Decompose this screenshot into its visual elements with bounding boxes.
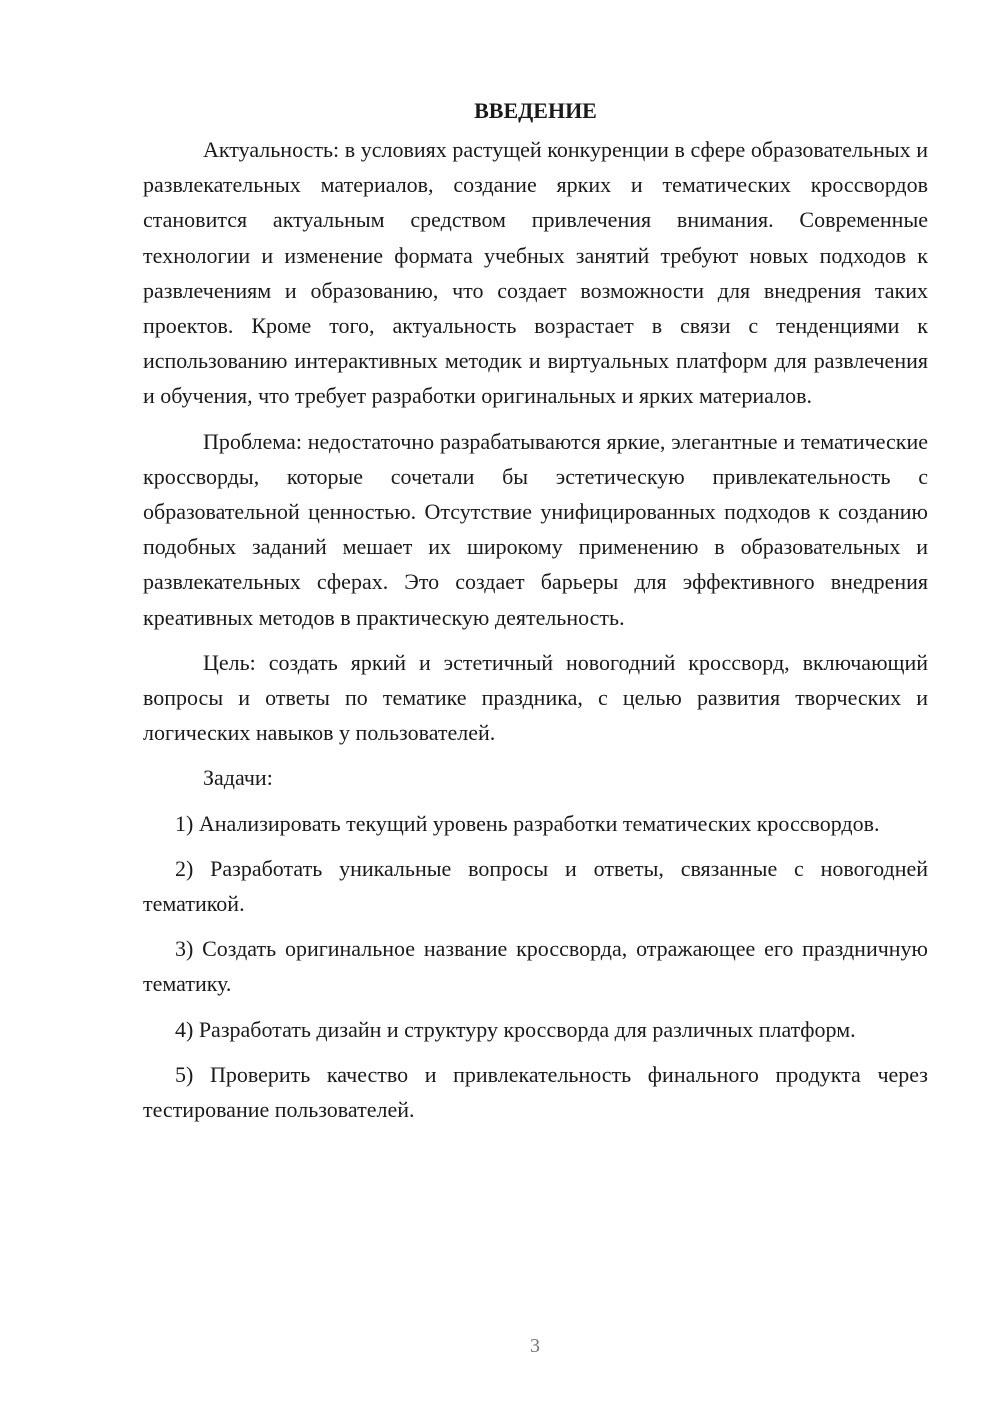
page-number: 3 <box>530 1335 540 1357</box>
task-item: 4) Разработать дизайн и структуру кроссворда для различных платформ. <box>175 1016 856 1042</box>
tasks-heading: Задачи: <box>203 765 273 791</box>
document-page <box>143 95 928 1137</box>
task-item: 2) Разработать уникальные вопросы и ответы, связанные с новогодней тематикой. <box>143 855 928 917</box>
task-item: 5) Проверить качество и привлекательность финального продукта через тестирование пользователей. <box>143 1061 928 1123</box>
task-item: 1) Анализировать текущий уровень разработки тематических кроссвордов. <box>175 810 880 836</box>
task-item: 3) Создать оригинальное название кроссворда, отражающее его праздничную тематику. <box>143 936 928 997</box>
problem-paragraph: Проблема: недостаточно разрабатываются яркие, элегантные и тематические кроссворды, которые сочетали бы эстетическую привлекательность с образовательной ценностью. Отсутствие унифицированных подходов к созданию подобных заданий мешает их широкому применению в образовательных и развлекательных сферах. Это создает барьеры для эффективного внедрения креативных методов в практическую деятельность. <box>143 428 928 630</box>
relevance-paragraph: Актуальность: в условиях растущей конкуренции в сфере образовательных и развлекательных материалов, создание ярких и тематических кроссвордов становится актуальным средством привлечения внимания. Современные технологии и изменение формата учебных занятий требуют новых подходов к развлечениям и образованию, что создает возможности для внедрения таких проектов. Кроме того, актуальность возрастает в связи с тенденциями к использованию интерактивных методик и виртуальных платформ для развлечения и обучения, что требует разработки оригинальных и ярких материалов. <box>143 137 928 409</box>
section-title: ВВЕДЕНИЕ <box>474 98 597 123</box>
goal-paragraph: Цель: создать яркий и эстетичный новогодний кроссворд, включающий вопросы и ответы по тематике праздника, с целью развития творческих и логических навыков у пользователей. <box>143 649 928 746</box>
tasks-list <box>143 806 928 1128</box>
